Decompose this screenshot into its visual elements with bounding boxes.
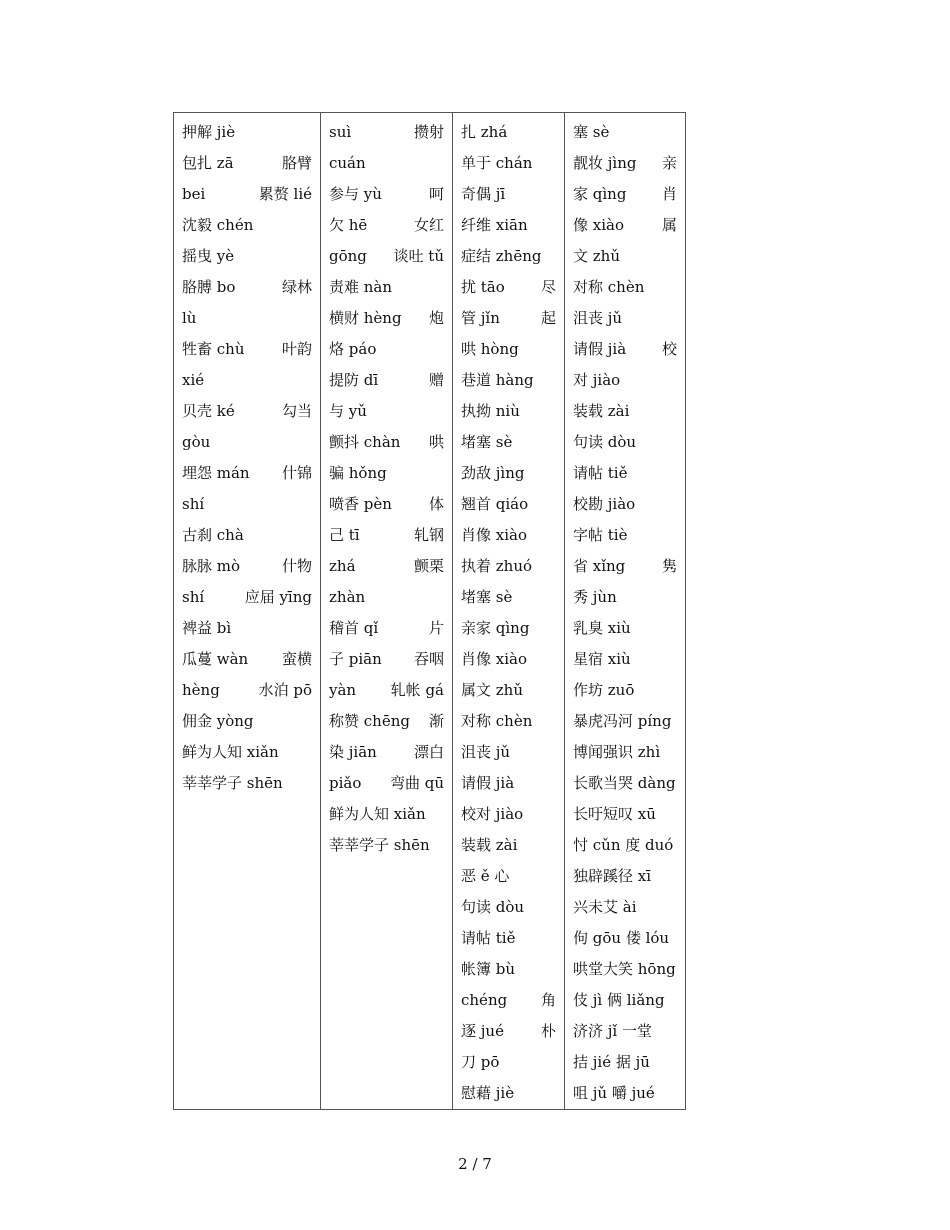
term-text: 佣金 yòng	[182, 712, 254, 730]
term-text: 请帖 tiě	[461, 929, 516, 947]
term-text: 鲜为人知 xiǎn	[182, 743, 279, 761]
term-text: 呵	[428, 185, 444, 203]
term-line	[573, 954, 677, 985]
term-line	[461, 210, 556, 241]
term-line	[182, 334, 312, 365]
term-line	[461, 985, 556, 1016]
term-line	[573, 706, 677, 737]
term-line	[573, 799, 677, 830]
term-line	[182, 272, 312, 303]
term-text: shí	[182, 495, 205, 513]
term-text: 刀 pō	[461, 1053, 500, 1071]
term-text: 押解 jiè	[182, 123, 236, 141]
term-text: shí	[182, 588, 205, 606]
term-text: 塞 sè	[573, 123, 610, 141]
term-text: 巷道 hàng	[461, 371, 534, 389]
term-line	[573, 520, 677, 551]
term-line	[573, 179, 677, 210]
term-line	[573, 1047, 677, 1078]
term-text: 勾当	[281, 402, 312, 420]
term-text: 赠	[428, 371, 444, 389]
term-line	[182, 241, 312, 272]
term-text: 省 xǐng	[573, 557, 626, 575]
term-line	[461, 644, 556, 675]
term-text: chéng	[461, 991, 508, 1009]
term-line	[461, 396, 556, 427]
term-text: 句读 dòu	[461, 898, 525, 916]
term-line	[573, 303, 677, 334]
term-text: 漂白	[413, 743, 444, 761]
term-line	[573, 923, 677, 954]
term-line	[329, 489, 444, 520]
term-line	[182, 644, 312, 675]
term-text: 骗 hǒng	[329, 464, 387, 482]
term-text: 叶韵	[281, 340, 312, 358]
term-text: 体	[428, 495, 444, 513]
term-text: 属文 zhǔ	[461, 681, 523, 699]
term-text: 忖 cǔn 度 duó	[573, 836, 674, 854]
term-line	[182, 427, 312, 458]
term-text: 执拗 niù	[461, 402, 520, 420]
term-line	[573, 458, 677, 489]
term-text: 胳臂	[281, 154, 312, 172]
term-text: 佝 gōu 偻 lóu	[573, 929, 670, 947]
term-line	[329, 148, 444, 179]
term-text: 女红	[413, 216, 444, 234]
term-line	[329, 830, 444, 861]
term-text: 吞咽	[413, 650, 444, 668]
term-text: 渐	[428, 712, 444, 730]
term-text: 轧钢	[413, 526, 444, 544]
table-column-3	[453, 113, 565, 1110]
term-line	[461, 179, 556, 210]
term-text: 乳臭 xiù	[573, 619, 631, 637]
term-line	[182, 706, 312, 737]
term-line	[329, 117, 444, 148]
term-line	[329, 644, 444, 675]
term-text: zhàn	[329, 588, 366, 606]
term-line	[461, 768, 556, 799]
term-text: 莘莘学子 shēn	[329, 836, 430, 854]
term-line	[182, 396, 312, 427]
term-line	[573, 365, 677, 396]
term-text: xié	[182, 371, 205, 389]
term-text: 逐 jué	[461, 1022, 504, 1040]
term-text: 参与 yù	[329, 185, 382, 203]
term-text: 包扎 zā	[182, 154, 234, 172]
term-line	[329, 396, 444, 427]
table-column-4	[565, 113, 686, 1110]
term-text: 劲敌 jìng	[461, 464, 525, 482]
term-text: 应届 yīng	[244, 588, 312, 606]
table-column-2	[321, 113, 453, 1110]
term-text: 济济 jǐ 一堂	[573, 1022, 652, 1040]
term-text: 子 piān	[329, 650, 382, 668]
term-text: 起	[540, 309, 556, 327]
term-text: 扰 tāo	[461, 278, 505, 296]
term-line	[182, 210, 312, 241]
term-line	[329, 675, 444, 706]
term-text: 累赘 lié	[258, 185, 312, 203]
term-line	[461, 799, 556, 830]
term-text: 古刹 chà	[182, 526, 244, 544]
term-text: 蛮横	[281, 650, 312, 668]
term-text: 脉脉 mò	[182, 557, 241, 575]
term-line	[573, 117, 677, 148]
term-line	[182, 768, 312, 799]
term-text: gòu	[182, 433, 211, 451]
term-text: 管 jǐn	[461, 309, 500, 327]
term-text: 牲畜 chù	[182, 340, 245, 358]
term-line	[461, 1078, 556, 1109]
term-line	[182, 737, 312, 768]
term-line	[573, 551, 677, 582]
term-text: 谈吐 tǔ	[393, 247, 444, 265]
term-line	[573, 768, 677, 799]
term-text: 裨益 bì	[182, 619, 232, 637]
term-line	[461, 861, 556, 892]
term-line	[182, 582, 312, 613]
term-text: bei	[182, 185, 206, 203]
term-line	[182, 675, 312, 706]
term-text: 隽	[661, 557, 677, 575]
term-text: gōng	[329, 247, 367, 265]
term-text: 伎 jì 俩 liǎng	[573, 991, 665, 1009]
term-text: 装载 zài	[461, 836, 518, 854]
term-text: 弯曲 qū	[389, 774, 444, 792]
term-text: 莘莘学子 shēn	[182, 774, 283, 792]
term-text: 埋怨 mán	[182, 464, 250, 482]
term-text: 与 yǔ	[329, 402, 367, 420]
term-text: 称赞 chēng	[329, 712, 410, 730]
term-line	[461, 706, 556, 737]
term-text: 请假 jià	[461, 774, 515, 792]
term-text: 拮 jié 据 jū	[573, 1053, 650, 1071]
term-text: 作坊 zuō	[573, 681, 635, 699]
term-text: 博闻强识 zhì	[573, 743, 661, 761]
term-line	[573, 830, 677, 861]
term-line	[573, 582, 677, 613]
term-text: 靓妆 jìng	[573, 154, 637, 172]
term-text: 校	[661, 340, 677, 358]
term-text: 症结 zhēng	[461, 247, 542, 265]
term-text: 堵塞 sè	[461, 588, 513, 606]
term-text: 句读 dòu	[573, 433, 637, 451]
term-text: 字帖 tiè	[573, 526, 628, 544]
term-text: 角	[540, 991, 556, 1009]
term-line	[461, 582, 556, 613]
term-line	[182, 117, 312, 148]
term-text: 横财 hèng	[329, 309, 402, 327]
term-line	[329, 427, 444, 458]
term-text: hèng	[182, 681, 220, 699]
term-text: 瓜蔓 wàn	[182, 650, 249, 668]
term-text: 对 jiào	[573, 371, 621, 389]
term-text: piǎo	[329, 774, 362, 792]
term-line	[329, 520, 444, 551]
term-line	[573, 210, 677, 241]
term-text: zhá	[329, 557, 356, 575]
term-text: 家 qìng	[573, 185, 627, 203]
term-line	[461, 830, 556, 861]
term-text: 咀 jǔ 嚼 jué	[573, 1084, 655, 1102]
term-line	[461, 117, 556, 148]
table-column-1	[174, 113, 321, 1110]
term-text: 染 jiān	[329, 743, 377, 761]
term-line	[329, 334, 444, 365]
term-line	[573, 489, 677, 520]
term-text: 轧帐 gá	[390, 681, 444, 699]
term-text: 水泊 pō	[258, 681, 312, 699]
term-line	[461, 489, 556, 520]
term-text: 己 tī	[329, 526, 360, 544]
term-line	[461, 365, 556, 396]
term-text: 片	[428, 619, 444, 637]
term-text: 长歌当哭 dàng	[573, 774, 676, 792]
term-line	[329, 768, 444, 799]
term-text: 哄堂大笑 hōng	[573, 960, 676, 978]
term-line	[182, 613, 312, 644]
term-text: 星宿 xiù	[573, 650, 631, 668]
term-line	[461, 923, 556, 954]
term-text: 帐簿 bù	[461, 960, 516, 978]
term-line	[461, 520, 556, 551]
term-line	[573, 1016, 677, 1047]
term-line	[461, 458, 556, 489]
term-text: lù	[182, 309, 197, 327]
term-text: 扎 zhá	[461, 123, 508, 141]
term-line	[329, 241, 444, 272]
term-text: 独辟蹊径 xī	[573, 867, 652, 885]
term-line	[573, 892, 677, 923]
term-text: 慰藉 jiè	[461, 1084, 515, 1102]
term-text: 颤栗	[413, 557, 444, 575]
term-text: 兴未艾 ài	[573, 898, 637, 916]
term-text: 堵塞 sè	[461, 433, 513, 451]
term-line	[573, 1078, 677, 1109]
term-text: 奇偶 jī	[461, 185, 506, 203]
term-line	[573, 241, 677, 272]
term-text: 纤维 xiān	[461, 216, 528, 234]
term-text: 鲜为人知 xiǎn	[329, 805, 426, 823]
term-text: 什物	[281, 557, 312, 575]
term-line	[573, 737, 677, 768]
term-text: cuán	[329, 154, 366, 172]
term-text: 稽首 qǐ	[329, 619, 379, 637]
term-text: 沈毅 chén	[182, 216, 254, 234]
term-line	[461, 1047, 556, 1078]
term-line	[573, 985, 677, 1016]
term-line	[329, 210, 444, 241]
term-line	[461, 613, 556, 644]
term-text: 翘首 qiáo	[461, 495, 529, 513]
term-text: 执着 zhuó	[461, 557, 533, 575]
term-line	[182, 489, 312, 520]
term-line	[329, 272, 444, 303]
term-text: 肖像 xiào	[461, 526, 527, 544]
term-line	[461, 1016, 556, 1047]
term-text: 沮丧 jǔ	[573, 309, 623, 327]
term-text: 请假 jià	[573, 340, 627, 358]
term-line	[573, 861, 677, 892]
term-text: 对称 chèn	[573, 278, 645, 296]
term-text: 暴虎冯河 píng	[573, 712, 672, 730]
term-line	[461, 551, 556, 582]
term-text: 炮	[428, 309, 444, 327]
term-line	[573, 427, 677, 458]
vocabulary-table	[173, 112, 686, 1110]
term-line	[182, 148, 312, 179]
term-line	[573, 644, 677, 675]
term-text: 颤抖 chàn	[329, 433, 401, 451]
term-text: suì	[329, 123, 352, 141]
term-text: 喷香 pèn	[329, 495, 392, 513]
term-line	[182, 520, 312, 551]
term-line	[329, 737, 444, 768]
term-text: 肖	[661, 185, 677, 203]
term-line	[329, 303, 444, 334]
term-line	[329, 706, 444, 737]
term-line	[461, 675, 556, 706]
term-text: 校勘 jiào	[573, 495, 636, 513]
term-text: 攒射	[413, 123, 444, 141]
term-line	[461, 272, 556, 303]
table-row	[174, 113, 686, 1110]
term-line	[329, 179, 444, 210]
term-text: 胳膊 bo	[182, 278, 236, 296]
term-line	[182, 458, 312, 489]
term-line	[461, 148, 556, 179]
term-line	[573, 148, 677, 179]
term-line	[573, 613, 677, 644]
term-line	[461, 892, 556, 923]
term-text: 对称 chèn	[461, 712, 533, 730]
term-text: 贝壳 ké	[182, 402, 235, 420]
term-text: 烙 páo	[329, 340, 377, 358]
term-line	[461, 954, 556, 985]
term-text: yàn	[329, 681, 357, 699]
term-line	[329, 613, 444, 644]
term-text: 单于 chán	[461, 154, 533, 172]
term-text: 朴	[540, 1022, 556, 1040]
term-line	[182, 179, 312, 210]
term-line	[461, 303, 556, 334]
term-line	[329, 799, 444, 830]
term-line	[573, 272, 677, 303]
term-text: 恶 ě 心	[461, 867, 510, 885]
term-text: 什锦	[281, 464, 312, 482]
term-line	[573, 334, 677, 365]
term-line	[182, 303, 312, 334]
term-line	[329, 551, 444, 582]
term-text: 绿林	[281, 278, 312, 296]
term-text: 请帖 tiě	[573, 464, 628, 482]
term-text: 责难 nàn	[329, 278, 393, 296]
term-line	[182, 365, 312, 396]
term-line	[461, 334, 556, 365]
term-line	[461, 737, 556, 768]
term-text: 亲家 qìng	[461, 619, 530, 637]
term-text: 摇曳 yè	[182, 247, 235, 265]
term-line	[329, 458, 444, 489]
term-text: 秀 jùn	[573, 588, 617, 606]
term-text: 长吁短叹 xū	[573, 805, 656, 823]
term-text: 属	[661, 216, 677, 234]
term-text: 提防 dī	[329, 371, 379, 389]
term-text: 装载 zài	[573, 402, 630, 420]
term-text: 欠 hē	[329, 216, 368, 234]
page-number: 2 / 7	[458, 1155, 492, 1173]
term-line	[329, 365, 444, 396]
term-line	[573, 675, 677, 706]
term-text: 亲	[661, 154, 677, 172]
term-line	[573, 396, 677, 427]
term-line	[461, 241, 556, 272]
term-text: 校对 jiào	[461, 805, 524, 823]
term-line	[461, 427, 556, 458]
term-text: 哄	[428, 433, 444, 451]
term-line	[329, 582, 444, 613]
term-text: 哄 hòng	[461, 340, 519, 358]
term-text: 尽	[540, 278, 556, 296]
term-line	[182, 551, 312, 582]
term-text: 肖像 xiào	[461, 650, 527, 668]
term-text: 文 zhǔ	[573, 247, 620, 265]
term-text: 像 xiào	[573, 216, 624, 234]
term-text: 沮丧 jǔ	[461, 743, 511, 761]
